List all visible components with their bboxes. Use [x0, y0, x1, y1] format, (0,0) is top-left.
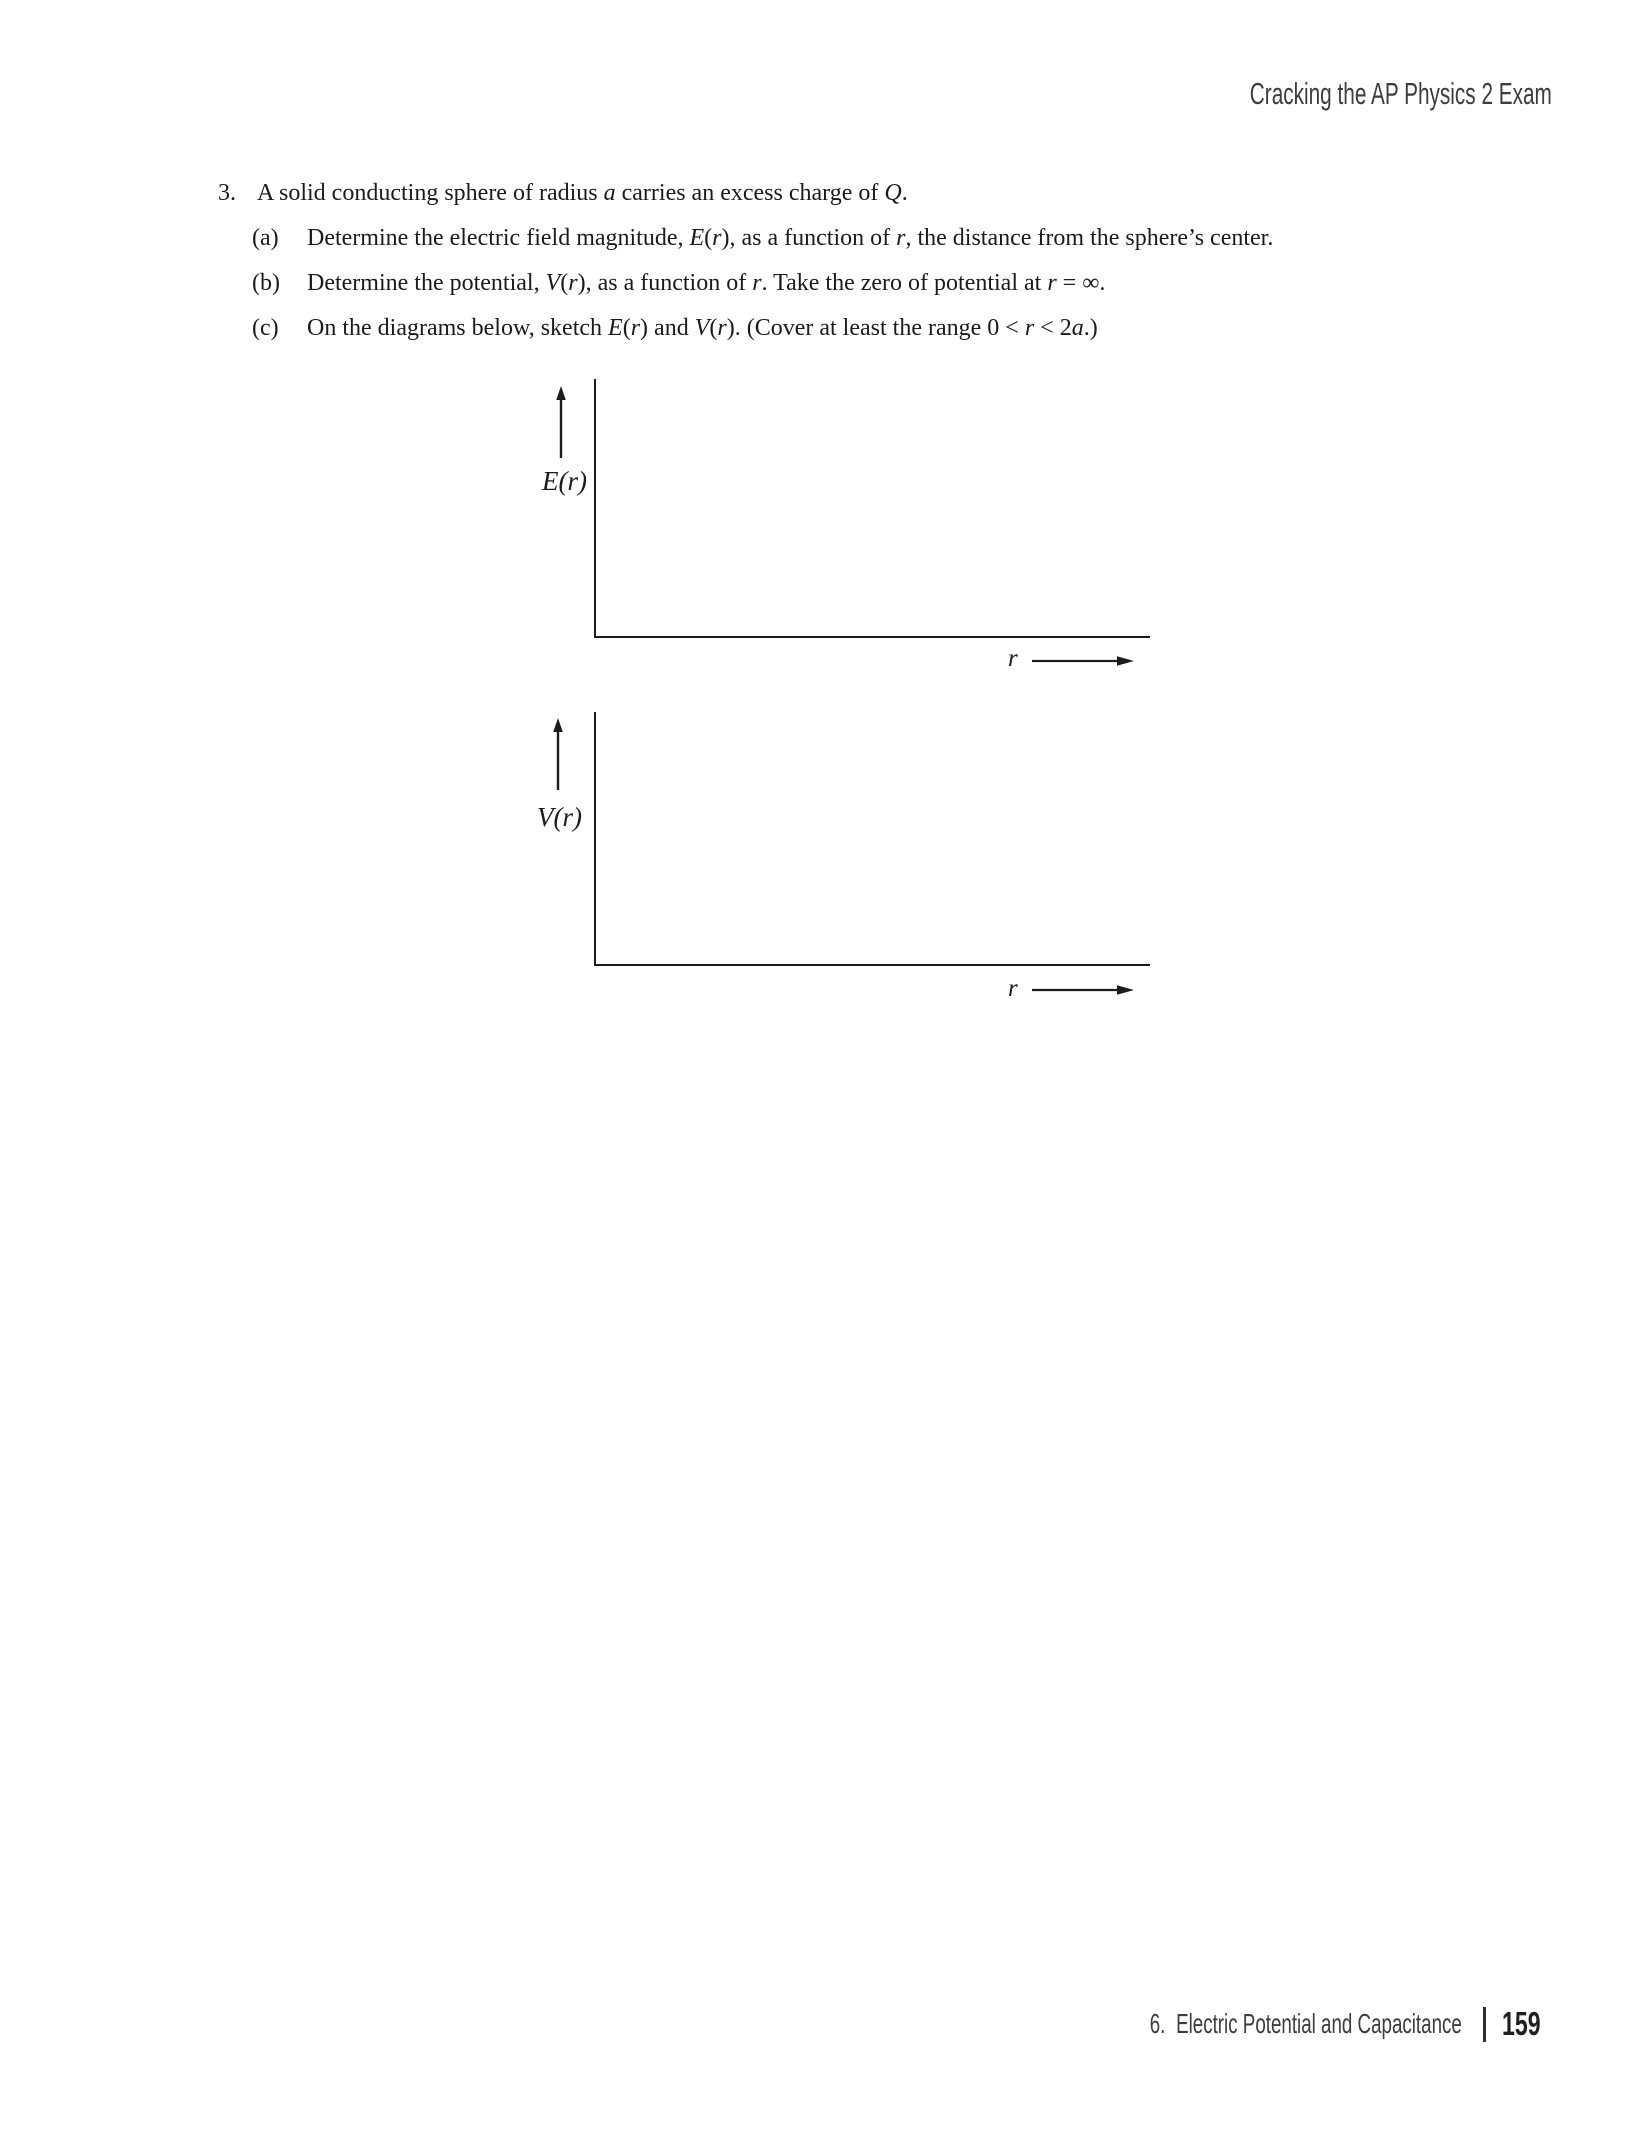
v-graph-x-axis	[594, 964, 1150, 966]
footer-chapter	[996, 2010, 1462, 2038]
question-stem	[218, 171, 1578, 216]
footer-separator	[1483, 2007, 1486, 2042]
part-a-text: Determine the electric field magnitude, E(r), as a function of r, the distance from the sphere’s center.	[307, 225, 1274, 251]
e-graph-x-axis	[594, 636, 1150, 638]
running-header	[1101, 78, 1552, 109]
right-arrow-icon	[1032, 654, 1134, 668]
right-arrow-icon	[1032, 983, 1134, 997]
e-graph-x-axis-label: r	[1008, 645, 1018, 672]
v-graph-y-axis-label: V(r)	[537, 802, 582, 832]
question-stem-text: A solid conducting sphere of radius a carries an excess charge of Q.	[257, 180, 908, 206]
part-c-text: On the diagrams below, sketch E(r) and V(r). (Cover at least the range 0 < r < 2a.)	[307, 315, 1098, 341]
up-arrow-icon	[550, 718, 566, 790]
footer-chapter-title: Electric Potential and Capacitance	[1176, 2008, 1462, 2039]
part-b-label: (b)	[252, 270, 280, 296]
v-graph-y-axis	[594, 712, 596, 966]
part-c-label: (c)	[252, 315, 279, 341]
part-b-text: Determine the potential, V(r), as a function of r. Take the zero of potential at r = ∞.	[307, 270, 1106, 296]
part-a-label: (a)	[252, 225, 279, 251]
question-part-c	[218, 306, 1578, 351]
question-part-a	[218, 216, 1578, 261]
question-part-b	[218, 261, 1578, 306]
running-header-title: Cracking the AP Physics 2 Exam	[1249, 76, 1552, 111]
up-arrow-icon	[553, 386, 569, 458]
v-graph-x-axis-label: r	[1008, 975, 1018, 1002]
page-number: 159	[1502, 2005, 1541, 2042]
e-graph-y-axis-label: E(r)	[542, 466, 587, 496]
e-graph-y-axis	[594, 379, 596, 638]
question-block	[218, 171, 1578, 351]
question-number: 3.	[218, 180, 236, 206]
footer-chapter-number: 6.	[1149, 2008, 1166, 2039]
